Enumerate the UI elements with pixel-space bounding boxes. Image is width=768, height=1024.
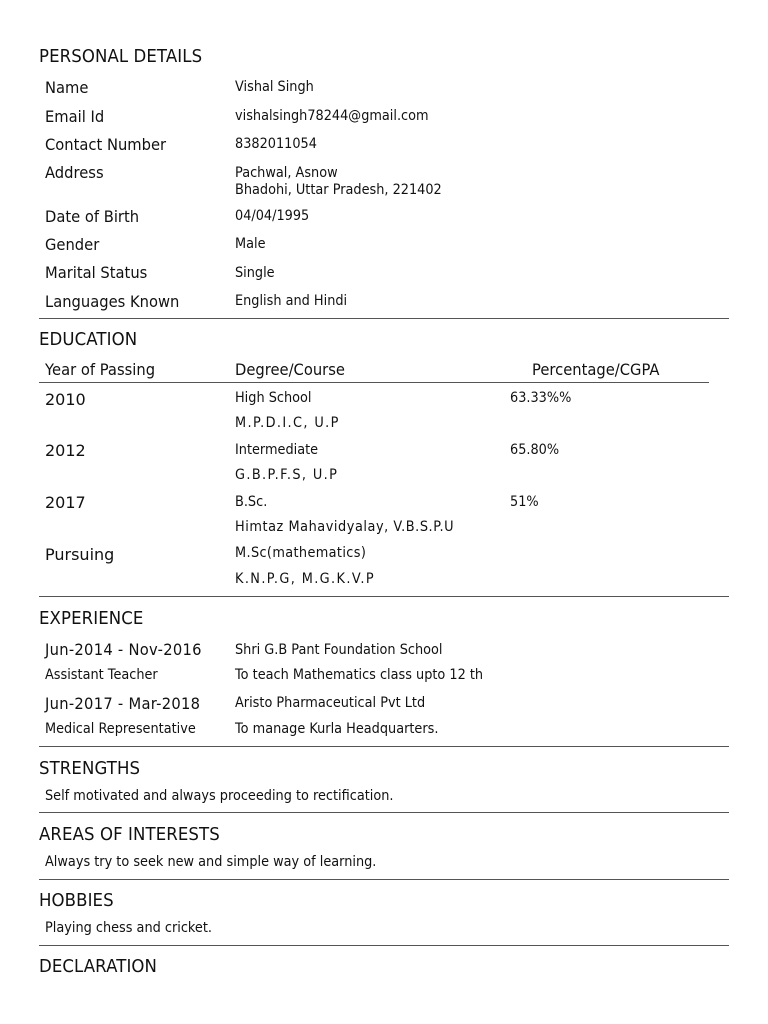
edu-degree: High School xyxy=(235,390,312,406)
dob-label: Date of Birth xyxy=(45,207,140,226)
name-label: Name xyxy=(45,78,89,97)
exp-period: Jun-2017 - Mar-2018 xyxy=(45,694,201,713)
exp-period: Jun-2014 - Nov-2016 xyxy=(45,640,202,659)
interests-heading: AREAS OF INTERESTS xyxy=(39,824,220,845)
divider xyxy=(39,812,729,813)
strengths-text: Self motivated and always proceeding to rectification. xyxy=(45,788,394,804)
edu-percent: 65.80% xyxy=(510,442,560,458)
year-header: Year of Passing xyxy=(45,360,156,379)
languages-label: Languages Known xyxy=(45,292,180,311)
languages-value: English and Hindi xyxy=(235,293,348,309)
address-line1: Pachwal, Asnow xyxy=(235,165,338,181)
edu-percent: 51% xyxy=(510,494,539,510)
divider xyxy=(39,596,729,597)
exp-desc: To manage Kurla Headquarters. xyxy=(235,721,439,737)
edu-institute: K.N.P.G, M.G.K.V.P xyxy=(235,571,375,587)
email-label: Email Id xyxy=(45,107,105,126)
marital-value: Single xyxy=(235,265,275,281)
marital-label: Marital Status xyxy=(45,263,148,282)
contact-label: Contact Number xyxy=(45,135,167,154)
declaration-heading: DECLARATION xyxy=(39,956,158,977)
exp-role: Medical Representative xyxy=(45,721,196,737)
edu-year: Pursuing xyxy=(45,545,115,564)
edu-year: 2010 xyxy=(45,390,86,409)
edu-year: 2012 xyxy=(45,441,86,460)
exp-org: Shri G.B Pant Foundation School xyxy=(235,642,443,658)
gender-label: Gender xyxy=(45,235,100,254)
edu-institute: G.B.P.F.S, U.P xyxy=(235,467,339,483)
address-line2: Bhadohi, Uttar Pradesh, 221402 xyxy=(235,182,442,198)
strengths-heading: STRENGTHS xyxy=(39,758,141,779)
exp-desc: To teach Mathematics class upto 12 th xyxy=(235,667,484,683)
divider xyxy=(39,318,729,319)
divider xyxy=(39,945,729,946)
personal-details-heading: PERSONAL DETAILS xyxy=(39,46,203,67)
percent-header: Percentage/CGPA xyxy=(532,360,660,379)
divider xyxy=(39,746,729,747)
divider xyxy=(39,879,729,880)
contact-value: 8382011054 xyxy=(235,136,317,152)
education-heading: EDUCATION xyxy=(39,329,138,350)
hobbies-heading: HOBBIES xyxy=(39,890,114,911)
edu-degree: B.Sc. xyxy=(235,494,268,510)
edu-year: 2017 xyxy=(45,493,86,512)
edu-institute: M.P.D.I.C, U.P xyxy=(235,415,340,431)
edu-degree: Intermediate xyxy=(235,442,319,458)
degree-header: Degree/Course xyxy=(235,360,345,379)
exp-org: Aristo Pharmaceutical Pvt Ltd xyxy=(235,695,426,711)
exp-role: Assistant Teacher xyxy=(45,667,158,683)
gender-value: Male xyxy=(235,236,266,252)
dob-value: 04/04/1995 xyxy=(235,208,310,224)
experience-heading: EXPERIENCE xyxy=(39,608,144,629)
table-header-rule xyxy=(39,382,709,383)
edu-institute: Himtaz Mahavidyalay, V.B.S.P.U xyxy=(235,519,455,535)
name-value: Vishal Singh xyxy=(235,79,314,95)
email-value: vishalsingh78244@gmail.com xyxy=(235,108,429,124)
edu-degree: M.Sc(mathematics) xyxy=(235,545,367,561)
interests-text: Always try to seek new and simple way of learning. xyxy=(45,854,377,870)
hobbies-text: Playing chess and cricket. xyxy=(45,920,212,936)
address-label: Address xyxy=(45,163,104,182)
edu-percent: 63.33%% xyxy=(510,390,572,406)
